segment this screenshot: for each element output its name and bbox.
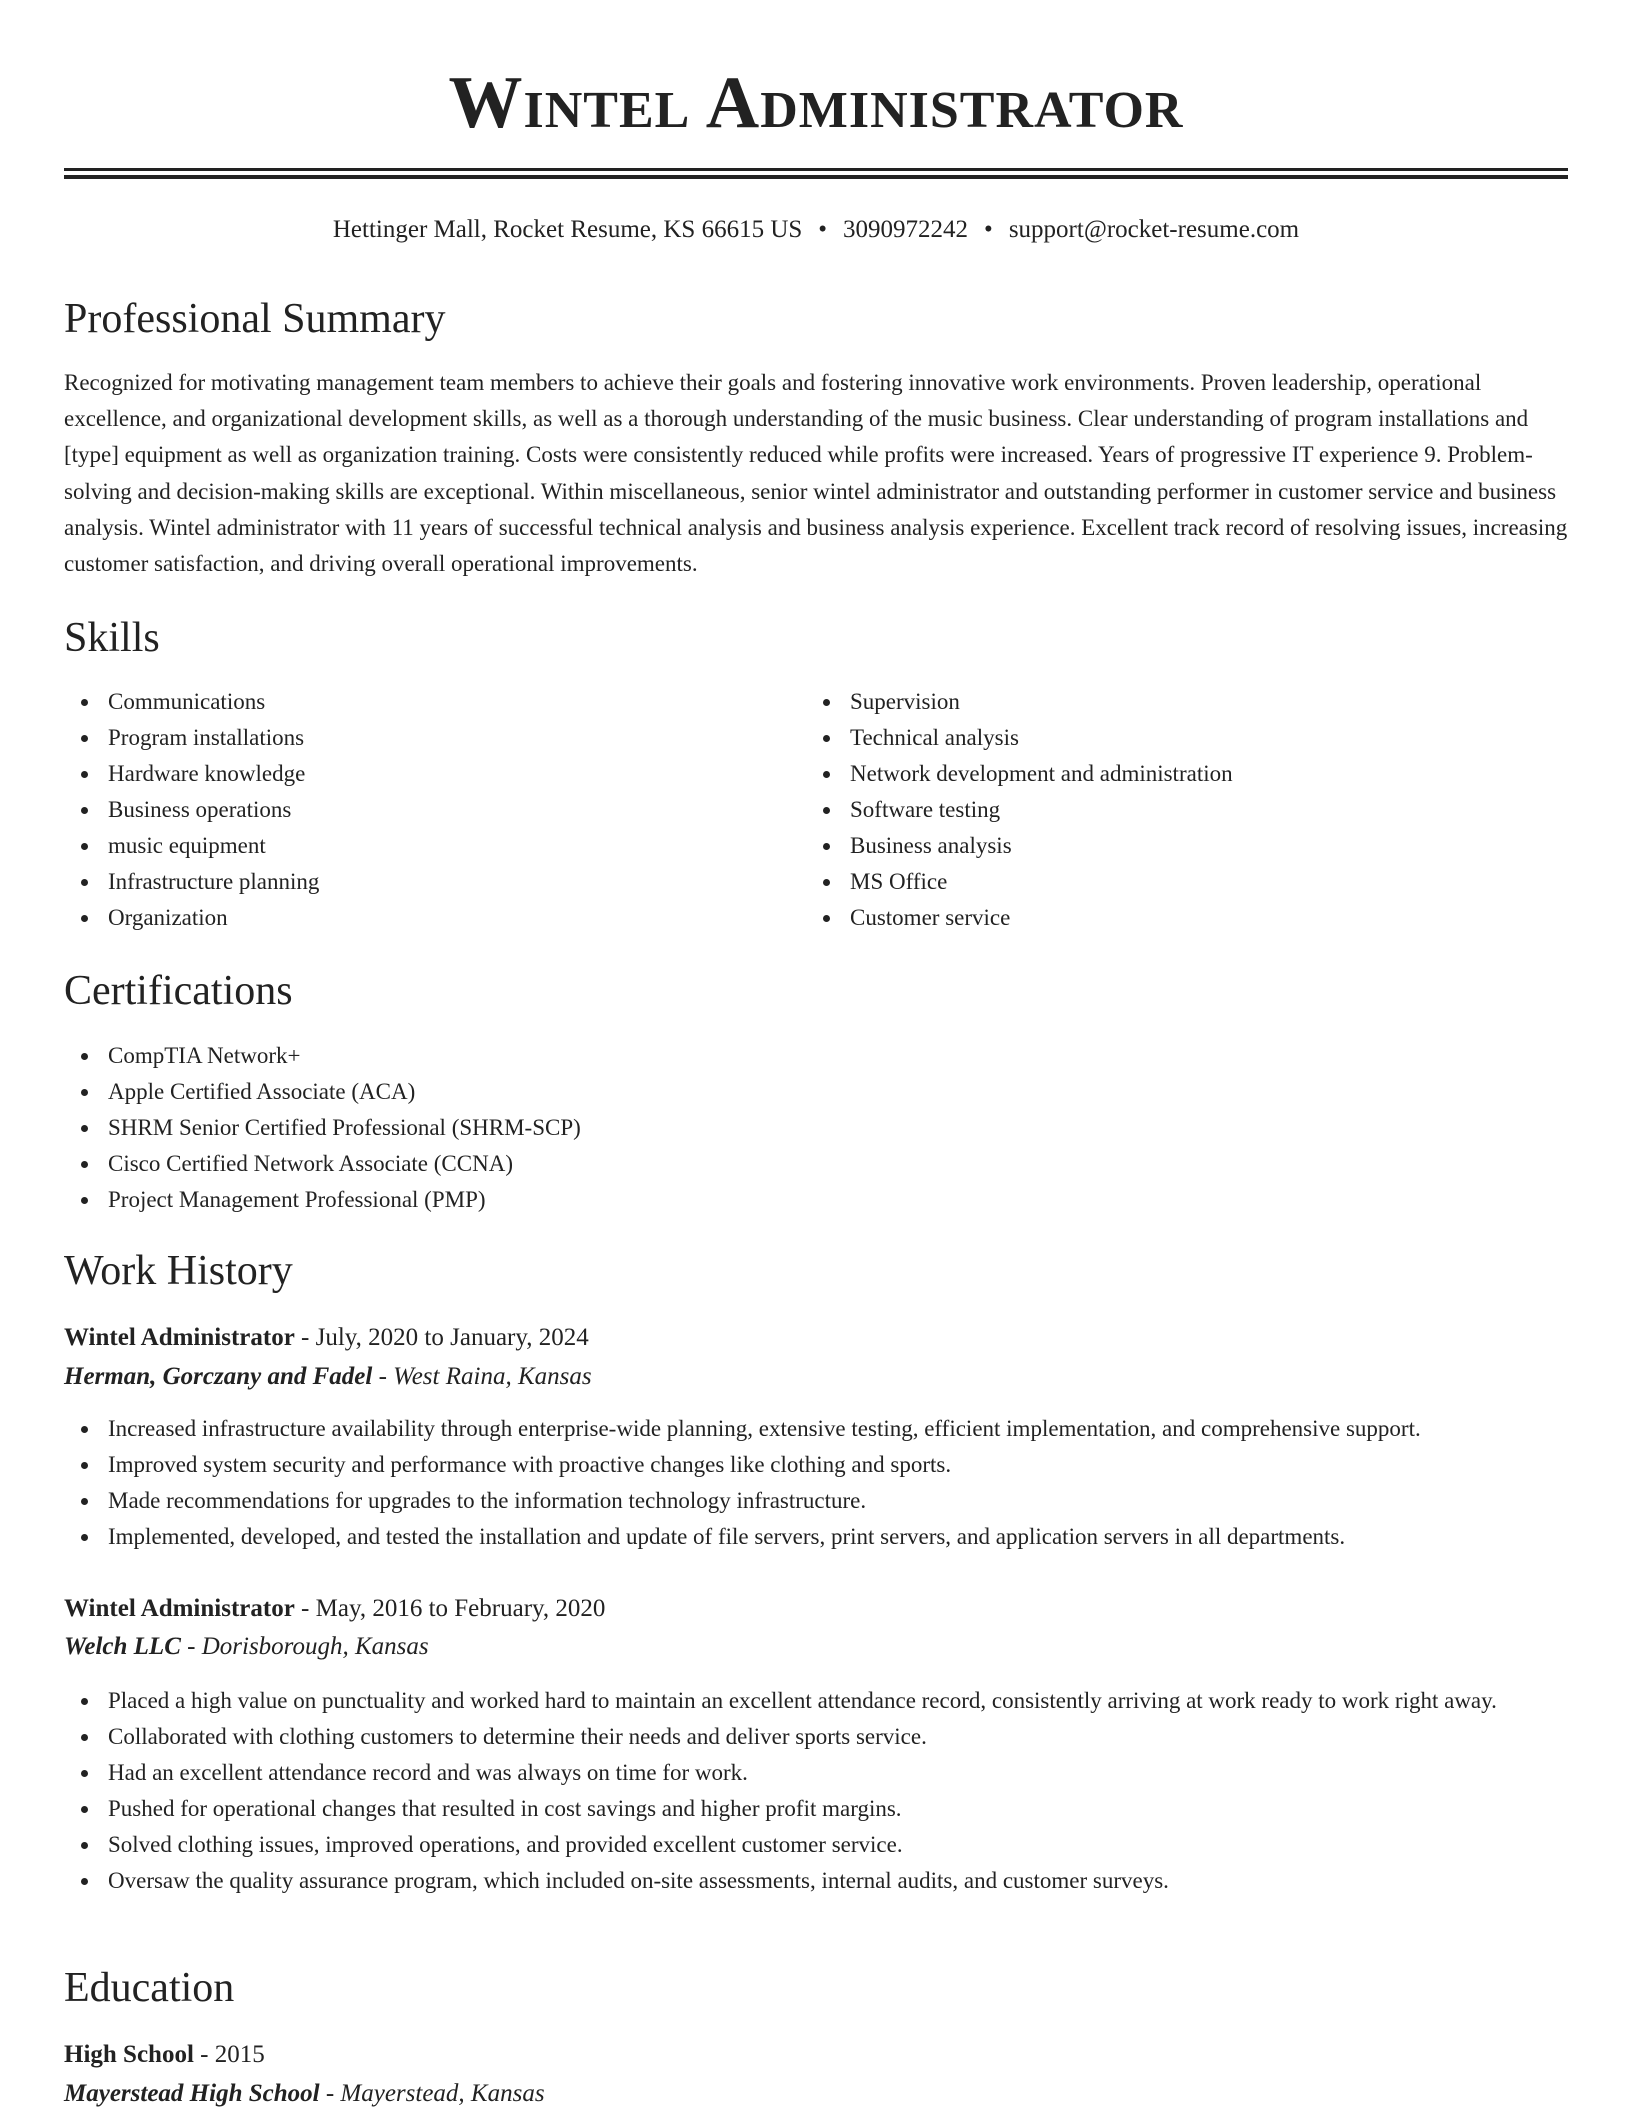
- job-company: Herman, Gorczany and Fadel: [64, 1363, 373, 1390]
- summary-heading: Professional Summary: [64, 296, 446, 342]
- resume-title: Wintel Administrator: [448, 62, 1184, 144]
- education-year: - 2015: [193, 2041, 265, 2068]
- job-bullet: Pushed for operational changes that resulted in cost savings and higher profit margins.: [64, 1791, 1568, 1827]
- job-bullet: Had an excellent attendance record and was always on time for work.: [64, 1755, 1568, 1791]
- job-location: - West Raina, Kansas: [372, 1363, 592, 1390]
- job-title-line: [64, 1320, 589, 1356]
- job-bullets: [64, 1411, 1568, 1555]
- job-title: Wintel Administrator: [64, 1324, 295, 1351]
- skill-item: music equipment: [64, 828, 764, 864]
- certification-item: Apple Certified Associate (ACA): [64, 1074, 964, 1110]
- job-title-line: [64, 1591, 605, 1627]
- skill-item: Network development and administration: [806, 756, 1506, 792]
- skill-item: Hardware knowledge: [64, 756, 764, 792]
- certification-item: CompTIA Network+: [64, 1038, 964, 1074]
- certifications-list: [64, 1038, 964, 1218]
- job-dates: - May, 2016 to February, 2020: [294, 1595, 606, 1622]
- job-company-line: [64, 1629, 429, 1665]
- job-location: - Dorisborough, Kansas: [180, 1633, 429, 1660]
- skill-item: Technical analysis: [806, 720, 1506, 756]
- job-bullet: Improved system security and performance with proactive changes like clothing and sports.: [64, 1447, 1568, 1483]
- job-bullets: [64, 1683, 1568, 1899]
- skill-item: Business analysis: [806, 828, 1506, 864]
- title-rule-top: [64, 168, 1568, 171]
- contact-separator: •: [818, 216, 828, 243]
- job-dates: - July, 2020 to January, 2024: [294, 1324, 589, 1351]
- skill-item: Supervision: [806, 684, 1506, 720]
- certification-item: SHRM Senior Certified Professional (SHRM-SCP): [64, 1110, 964, 1146]
- title-rule-bottom: [64, 175, 1568, 179]
- summary-text: Recognized for motivating management team members to achieve their goals and fostering innovative work environments. Proven leadership, operational excellence, and organizational development skills, as well as a thorough understanding of the music business. Clear understanding of program installations and [type] equipment as well as organization training. Costs were consistently reduced while profits were increased. Years of progressive IT experience 9. Problem-solving and decision-making skills are exceptional. Within miscellaneous, senior wintel administrator and outstanding performer in customer service and business analysis. Wintel administrator with 11 years of successful technical analysis and business analysis experience. Excellent track record of resolving issues, increasing customer satisfaction, and driving overall operational improvements.: [64, 370, 1568, 577]
- job-bullet: Made recommendations for upgrades to the information technology infrastructure.: [64, 1483, 1568, 1519]
- work-history-heading: Work History: [64, 1248, 293, 1294]
- skill-item: Program installations: [64, 720, 764, 756]
- education-school: Mayerstead High School: [64, 2080, 320, 2107]
- contact-line: [0, 213, 1632, 247]
- skill-item: Business operations: [64, 792, 764, 828]
- job-bullet: Increased infrastructure availability through enterprise-wide planning, extensive testing, efficient implementation, and comprehensive support.: [64, 1411, 1568, 1447]
- certifications-heading: Certifications: [64, 968, 293, 1014]
- contact-email: support@rocket-resume.com: [1008, 216, 1300, 243]
- skills-list-left: [64, 684, 764, 936]
- job-bullet: Collaborated with clothing customers to determine their needs and deliver sports service.: [64, 1719, 1568, 1755]
- skill-item: Communications: [64, 684, 764, 720]
- job-company-line: [64, 1359, 592, 1395]
- contact-address: Hettinger Mall, Rocket Resume, KS 66615 US: [332, 216, 803, 243]
- certification-item: Project Management Professional (PMP): [64, 1182, 964, 1218]
- job-bullet: Implemented, developed, and tested the installation and update of file servers, print servers, and application servers in all departments.: [64, 1519, 1568, 1555]
- job-bullet: Oversaw the quality assurance program, which included on-site assessments, internal audits, and customer surveys.: [64, 1863, 1568, 1899]
- education-degree: High School: [64, 2041, 194, 2068]
- skill-item: Customer service: [806, 900, 1506, 936]
- job-title: Wintel Administrator: [64, 1595, 295, 1622]
- skill-item: MS Office: [806, 864, 1506, 900]
- contact-separator: •: [984, 216, 993, 243]
- education-school-line: [64, 2076, 545, 2112]
- skills-heading: Skills: [64, 615, 160, 661]
- job-bullet: Solved clothing issues, improved operations, and provided excellent customer service.: [64, 1827, 1568, 1863]
- certification-item: Cisco Certified Network Associate (CCNA): [64, 1146, 964, 1182]
- job-company: Welch LLC: [64, 1633, 181, 1660]
- skill-item: Infrastructure planning: [64, 864, 764, 900]
- job-bullet: Placed a high value on punctuality and worked hard to maintain an excellent attendance record, consistently arriving at work ready to work right away.: [64, 1683, 1568, 1719]
- skill-item: Software testing: [806, 792, 1506, 828]
- education-heading: Education: [64, 1965, 235, 2011]
- skill-item: Organization: [64, 900, 764, 936]
- education-degree-line: [64, 2037, 265, 2073]
- skills-list-right: [806, 684, 1506, 936]
- education-location: - Mayerstead, Kansas: [319, 2080, 545, 2107]
- contact-phone: 3090972242: [843, 216, 969, 243]
